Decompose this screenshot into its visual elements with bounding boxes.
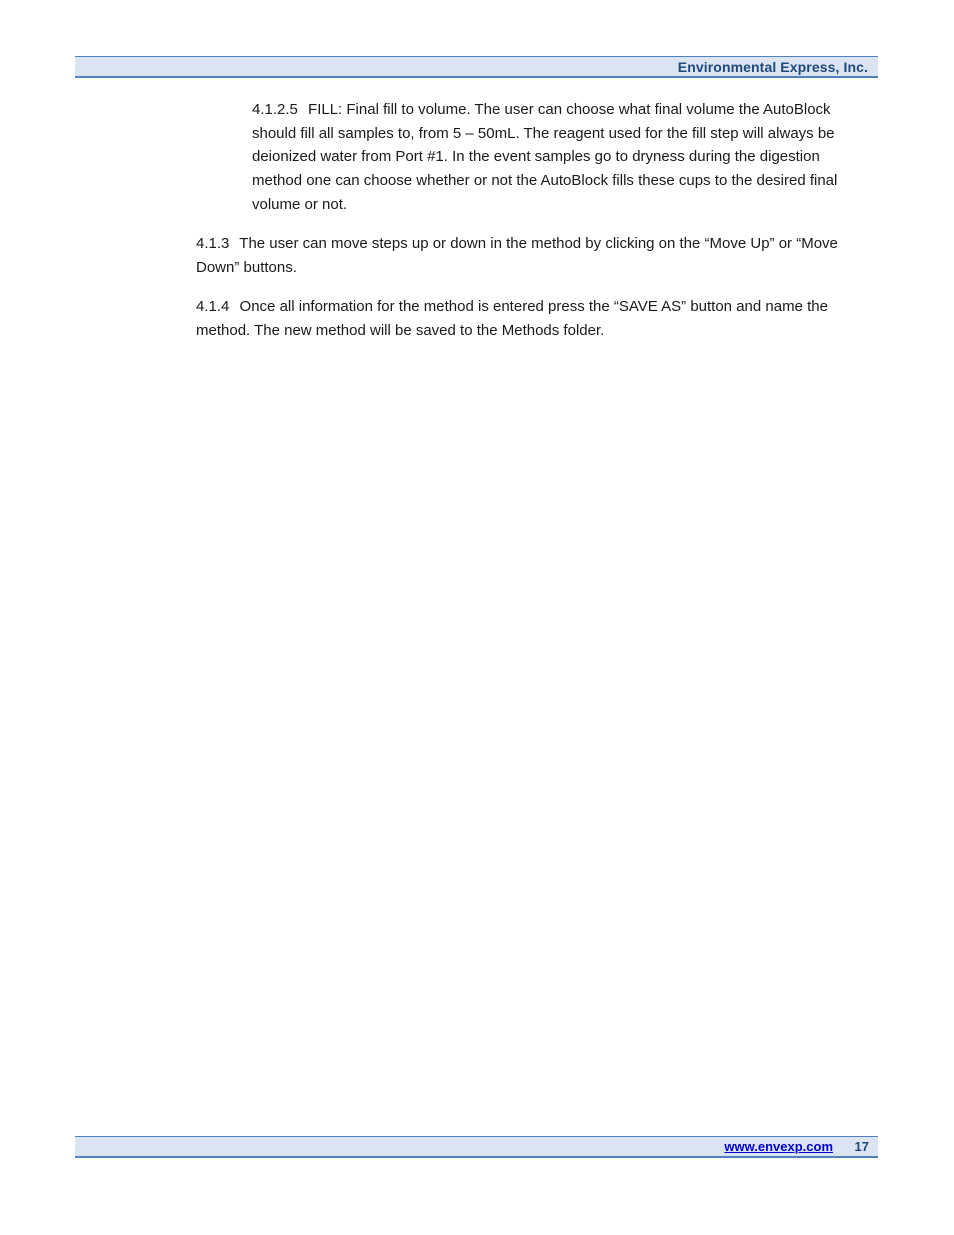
website-link[interactable]: www.envexp.com (724, 1139, 833, 1154)
section-number: 4.1.2.5 (252, 101, 298, 118)
section-number: 4.1.3 (196, 235, 230, 252)
section-number: 4.1.4 (196, 298, 230, 315)
section-text: FILL: Final fill to volume. The user can choose what final volume the AutoBlock should fill all samples to, from 5 – 50mL. The reagent used for the fill step will always be deionized water from Port #1. In the event samples go to dryness during the digestion method one can choose whether or not the AutoBlock fills these cups to the desired final volume or not. (252, 101, 838, 213)
page-number: 17 (854, 1139, 869, 1154)
section-text: The user can move steps up or down in the method by clicking on the “Move Up” or “Move Down” buttons. (196, 235, 838, 276)
section-4-1-3 (196, 232, 862, 279)
section-text: Once all information for the method is entered press the “SAVE AS” button and name the method. The new method will be saved to the Methods folder. (196, 298, 828, 339)
section-4-1-2-5 (252, 98, 862, 217)
page-footer (75, 1136, 878, 1158)
section-4-1-4 (196, 295, 862, 342)
page-header (75, 56, 878, 78)
company-name: Environmental Express, Inc. (677, 59, 868, 75)
